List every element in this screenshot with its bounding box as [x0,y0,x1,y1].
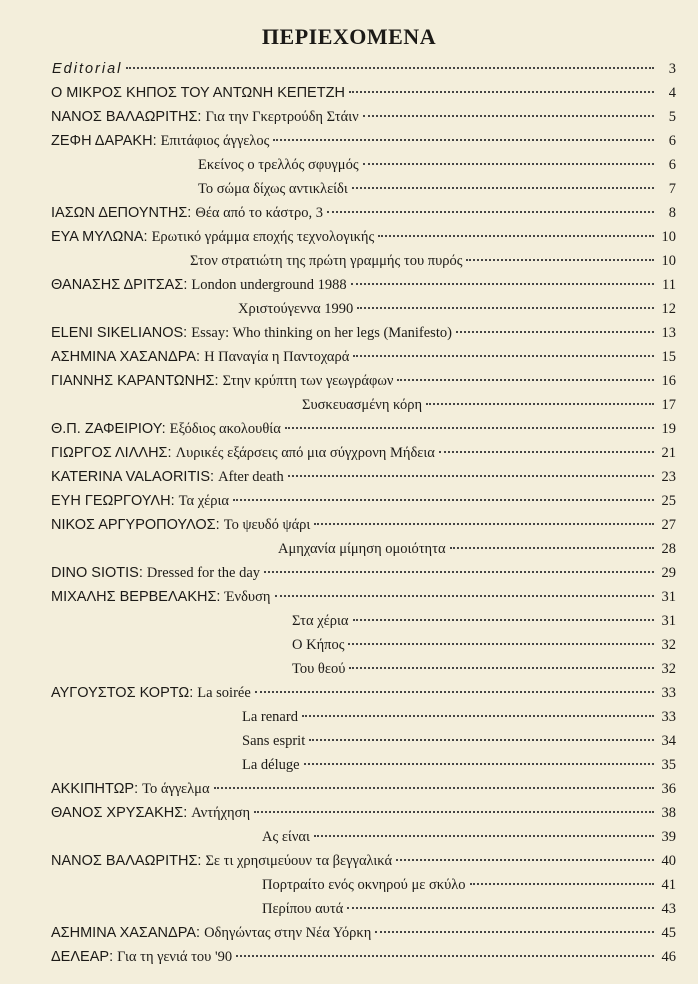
toc-entry [262,897,676,921]
entry-author: ΓΙΑΝΝΗΣ ΚΑΡΑΝΤΩΝΗΣ [51,373,215,389]
entry-label [51,81,345,105]
dot-leader [348,643,654,645]
entry-author: ELENI SIKELIANOS [51,325,184,341]
toc-entry [51,849,676,873]
entry-label [51,513,310,537]
entry-separator: : [210,469,219,485]
page-number: 27 [661,517,676,533]
entry-title: Πορτραίτο ενός οκνηρού με σκύλο [262,877,466,893]
toc-entry [51,921,676,945]
entry-label [51,465,284,489]
entry-separator: : [215,517,224,533]
entry-label [51,273,347,297]
entry-label [302,393,422,417]
entry-title: Περίπου αυτά [262,901,344,917]
entry-title: After death [218,469,284,485]
page-number: 33 [661,709,676,725]
page-number: 17 [661,397,676,413]
toc-entry [262,873,676,897]
page-number: 36 [661,781,676,797]
dot-leader [470,883,654,885]
toc-entry [242,729,676,753]
entry-label [51,777,210,801]
entry-title: Εξόδιος ακολουθία [169,421,281,437]
toc-entry [51,321,676,345]
entry-label [278,537,446,561]
dot-leader [351,283,654,285]
page-number: 5 [668,109,676,125]
entry-title: La déluge [242,757,300,773]
dot-leader [353,355,654,357]
entry-label [51,801,250,825]
page-number: 12 [661,301,676,317]
entry-label [51,945,232,969]
entry-label [238,297,353,321]
toc-entry [278,537,676,561]
dot-leader [254,811,654,813]
page-number: 4 [668,85,676,101]
entry-label [51,201,323,225]
dot-leader [236,955,654,957]
entry-title: Για τη γενιά του '90 [117,949,233,965]
toc-entry [198,177,676,201]
dot-leader [273,139,654,141]
entry-author: ΘΑΝΟΣ ΧΡΥΣΑΚΗΣ [51,805,184,821]
page-number: 45 [661,925,676,941]
entry-title: Στα χέρια [292,613,349,629]
entry-title: La renard [242,709,298,725]
toc-entry [51,81,676,105]
page-number: 41 [661,877,676,893]
page-number: 29 [661,565,676,581]
entry-label [51,321,452,345]
entry-author: ΓΙΩΡΓΟΣ ΛΙΛΛΗΣ [51,445,168,461]
page-number: 13 [661,325,676,341]
entry-title: Στον στρατιώτη της πρώτη γραμμής του πυρός [190,253,463,269]
toc-entry [51,681,676,705]
entry-author: ΑΥΓΟΥΣΤΟΣ ΚΟΡΤΩ [51,685,190,701]
entry-title: Σε τι χρησιμεύουν τα βεγγαλικά [205,853,393,869]
dot-leader [450,547,654,549]
entry-label [198,153,359,177]
toc-entry [51,369,676,393]
entry-label [292,657,345,681]
entry-title: Του θεού [292,661,346,677]
entry-separator: : [196,349,205,365]
entry-separator: : [143,229,152,245]
dot-leader [309,739,654,741]
toc-entry [51,801,676,825]
entry-title: Sans esprit [242,733,306,749]
dot-leader [314,523,654,525]
entry-label [51,921,371,945]
dot-leader [347,907,654,909]
entry-author: KATERINA VALAORITIS [51,469,211,485]
toc-entry [292,609,676,633]
toc-entry [51,129,676,153]
page-number: 6 [668,157,676,173]
page-number: 11 [662,277,676,293]
entry-label [51,417,281,441]
page-number: 19 [661,421,676,437]
entry-label [198,177,348,201]
page-number: 8 [668,205,676,221]
page-number: 33 [661,685,676,701]
entry-author: ΜΙΧΑΛΗΣ ΒΕΡΒΕΛΑΚΗΣ [51,589,217,605]
entry-author: ΕΥΑ ΜΥΛΩΝΑ [51,229,144,245]
entry-title: Εκείνος ο τρελλός σφυγμός [198,157,359,173]
toc-entry [238,297,676,321]
page-number: 3 [668,61,676,77]
dot-leader [302,715,654,717]
page-number: 46 [661,949,676,965]
page-number: 34 [661,733,676,749]
editorial-label: Editorial [52,61,123,77]
entry-separator: : [189,685,198,701]
entry-label [51,489,229,513]
entry-title: La soirée [197,685,251,701]
dot-leader [327,211,654,213]
toc-entry [51,345,676,369]
entry-label [51,681,251,705]
entry-label [51,849,392,873]
entry-label [51,129,269,153]
entry-label [292,609,349,633]
entry-separator: : [183,277,192,293]
entry-label [262,897,343,921]
entry-author: ΝΑΝΟΣ ΒΑΛΑΩΡΙΤΗΣ [51,853,198,869]
page-number: 40 [661,853,676,869]
page-number: 21 [661,445,676,461]
toc-entry [51,201,676,225]
dot-leader [456,331,654,333]
entry-title: Ερωτικό γράμμα εποχής τεχνολογικής [151,229,375,245]
page-number: 32 [661,637,676,653]
dot-leader [397,379,654,381]
entry-separator: : [161,421,170,437]
toc-entry [51,465,676,489]
entry-label [51,225,374,249]
entry-author: ΕΥΗ ΓΕΩΡΓΟΥΛΗ [51,493,171,509]
entry-separator: : [197,109,206,125]
dot-leader [304,763,654,765]
entry-title: Λυρικές εξάρσεις από μια σύγχρονη Μήδεια [175,445,435,461]
page-number: 16 [661,373,676,389]
page-number: 38 [661,805,676,821]
entry-author: ΙΑΣΩΝ ΔΕΠΟΥΝΤΗΣ [51,205,188,221]
dot-leader [214,787,654,789]
toc-entry [190,249,676,273]
page-number: 39 [661,829,676,845]
dot-leader [353,619,655,621]
toc-entry [51,777,676,801]
dot-leader [349,91,654,93]
entry-separator: : [216,589,225,605]
page-number: 10 [661,253,676,269]
dot-leader [439,451,654,453]
entry-author: Ο ΜΙΚΡΟΣ ΚΗΠΟΣ ΤΟΥ ΑΝΤΩΝΗ ΚΕΠΕΤΖΗ [51,85,345,101]
dot-leader [396,859,654,861]
dot-leader [466,259,654,261]
toc-entry [51,513,676,537]
entry-label [242,705,298,729]
entry-label [51,585,271,609]
entry-label [242,753,300,777]
page-number: 43 [661,901,676,917]
entry-label [190,249,462,273]
entry-separator: : [138,565,147,581]
toc-entry [198,153,676,177]
entry-separator: : [183,325,192,341]
dot-leader [264,571,654,573]
entry-title: Επιτάφιος άγγελος [160,133,270,149]
entry-label [51,369,393,393]
entry-separator: : [170,493,179,509]
page-number: 15 [661,349,676,365]
entry-title: London underground 1988 [191,277,347,293]
page-number: 31 [661,589,676,605]
entry-separator: : [152,133,161,149]
entry-author: ΖΕΦΗ ΔΑΡΑΚΗ [51,133,153,149]
toc-entry [51,105,676,129]
entry-title: Θέα από το κάστρο, 3 [195,205,324,221]
toc-entry [51,585,676,609]
dot-leader [255,691,654,693]
entry-label [262,825,310,849]
entry-label [51,105,359,129]
entry-label [242,729,305,753]
dot-leader [363,163,654,165]
dot-leader [233,499,654,501]
entry-title: Το ψευδό ψάρι [223,517,311,533]
entry-title: Dressed for the day [146,565,261,581]
dot-leader [314,835,654,837]
page-title: ΠΕΡΙΕΧΟΜΕΝΑ [261,24,437,49]
entry-author: Θ.Π. ΖΑΦΕΙΡΙΟΥ [51,421,162,437]
toc-entry [51,273,676,297]
dot-leader [357,307,654,309]
entry-author: ΔΕΛΕΑΡ [51,949,110,965]
dot-leader [375,931,654,933]
toc-entry [51,417,676,441]
dot-leader [288,475,654,477]
page-number: 28 [661,541,676,557]
dot-leader [426,403,654,405]
page-number: 25 [661,493,676,509]
entry-author: ΑΚΚΙΠΗΤΩΡ [51,781,135,797]
toc-entry [51,489,676,513]
entry-title: Το σώμα δίχως αντικλείδι [198,181,348,197]
entry-separator: : [187,205,196,221]
toc-entry [292,633,676,657]
entry-author: ΝΑΝΟΣ ΒΑΛΑΩΡΙΤΗΣ [51,109,198,125]
entry-title: Το άγγελμα [142,781,210,797]
entry-title: Ένδυση [224,589,271,605]
page-number: 10 [661,229,676,245]
entry-separator: : [134,781,143,797]
entry-title: Αμηχανία μίμηση ομοιότητα [278,541,446,557]
page-number: 6 [668,133,676,149]
entry-title: Η Παναγία η Παντοχαρά [204,349,350,365]
toc-entry [51,561,676,585]
dot-leader [275,595,654,597]
toc-entry [242,753,676,777]
entry-author: ΑΣΗΜΙΝΑ ΧΑΣΑΝΔΡΑ [51,349,196,365]
entry-title: Χριστούγεννα 1990 [238,301,354,317]
toc-entry [302,393,676,417]
entry-separator: : [197,853,206,869]
dot-leader [363,115,654,117]
entry-label [292,633,344,657]
entry-title: Ας είναι [262,829,310,845]
toc-entry [292,657,676,681]
toc-entry [242,705,676,729]
page-number: 32 [661,661,676,677]
dot-leader [378,235,654,237]
entry-author: ΝΙΚΟΣ ΑΡΓΥΡΟΠΟΥΛΟΣ [51,517,216,533]
entry-separator: : [196,925,205,941]
entry-title: Αντήχηση [191,805,251,821]
entry-separator: : [167,445,176,461]
entry-title: Ο Κήπος [292,637,345,653]
entry-separator: : [109,949,118,965]
entry-title: Για την Γκερτρούδη Στάιν [205,109,359,125]
entry-separator: : [214,373,223,389]
entry-label [262,873,466,897]
entry-label [52,57,122,81]
page-number: 31 [661,613,676,629]
dot-leader [352,187,654,189]
toc-entry [51,945,676,969]
page-number: 35 [661,757,676,773]
entry-label [51,345,349,369]
entry-separator: : [183,805,192,821]
dot-leader [126,67,654,69]
entry-title: Στην κρύπτη των γεωγράφων [222,373,394,389]
dot-leader [285,427,654,429]
toc-entry [51,441,676,465]
entry-title: Essay: Who thinking on her legs (Manifesto) [191,325,452,341]
entry-author: ΑΣΗΜΙΝΑ ΧΑΣΑΝΔΡΑ [51,925,196,941]
toc-entry [51,225,676,249]
toc-entry [262,825,676,849]
entry-label [51,441,435,465]
entry-author: DINO SIOTIS [51,565,139,581]
dot-leader [349,667,654,669]
page-number: 7 [668,181,676,197]
page-number: 23 [661,469,676,485]
entry-label [51,561,260,585]
entry-title: Τα χέρια [178,493,229,509]
toc-entry [52,57,676,81]
entry-title: Συσκευασμένη κόρη [302,397,423,413]
entry-author: ΘΑΝΑΣΗΣ ΔΡΙΤΣΑΣ [51,277,184,293]
entry-title: Οδηγώντας στην Νέα Υόρκη [204,925,372,941]
